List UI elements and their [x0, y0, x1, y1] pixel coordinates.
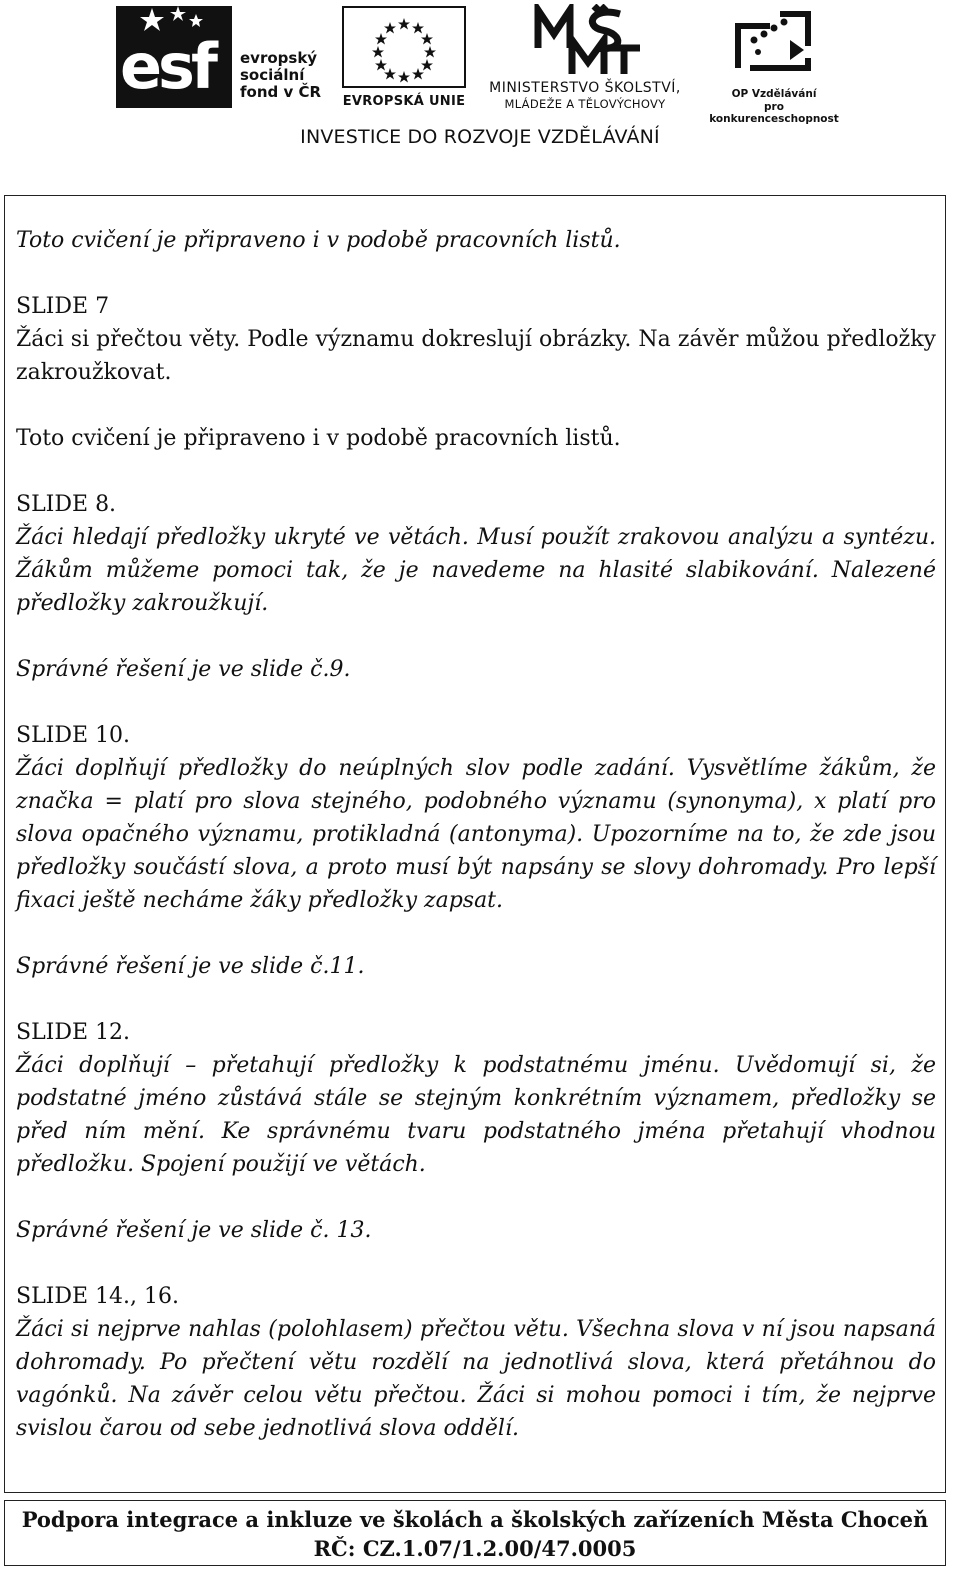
slide-7-text: Žáci si přečtou věty. Podle významu dokreslují obrázky. Na závěr můžou předložky zakroužkovat. [16, 327, 936, 385]
op-logo [704, 6, 844, 125]
msmt-mark-icon [532, 4, 642, 74]
esf-text [240, 50, 321, 101]
slide-12-heading: SLIDE 12. [16, 1020, 131, 1045]
msmt-line-1: MINISTERSTVO ŠKOLSTVÍ, [489, 80, 681, 96]
slide-10-text: Žáci doplňují předložky do neúplných slov podle zadání. Vysvětlíme žákům, že značka = platí pro slova stejného, podobného významu (synonyma), x platí pro slova opačného významu, protikladná (antonyma). Upozorníme na to, že zde jsou předložky součástí slova, a proto musí být napsány se slovy dohromady. Pro lepší fixaci ještě necháme žáky předložky zapsat. [16, 756, 936, 913]
eu-logo [340, 6, 468, 110]
slide-9-solution: Správné řešení je ve slide č.9. [16, 657, 351, 682]
slide-11-solution: Správné řešení je ve slide č.11. [16, 954, 365, 979]
msmt-line-2: MLÁDEŽE A TĚLOVÝCHOVY [504, 97, 666, 111]
slide-7-heading: SLIDE 7 [16, 294, 110, 319]
esf-logo [116, 6, 336, 110]
esf-line-1: evropský [240, 49, 318, 67]
eu-label: EVROPSKÁ UNIE [342, 94, 466, 109]
esf-logo-block [116, 6, 232, 108]
slide-10-heading: SLIDE 10. [16, 723, 131, 748]
op-mark-icon [730, 6, 816, 76]
project-footer [4, 1500, 946, 1566]
slide-14-text: Žáci si nejprve nahlas (polohlasem) přečtou větu. Všechna slova v ní jsou napsaná dohromady. Po přečtení větu rozdělí na jednotlivá slova, která přetáhnou do vagónků. Na závěr celou větu přečtou. Žáci si mohou pomoci i tím, že nejprve svislou čarou od sebe jednotlivá slova oddělí. [16, 1317, 936, 1441]
op-line-1: OP Vzdělávání [731, 88, 817, 100]
footer-registration-number: RČ: CZ.1.07/1.2.00/47.0005 [313, 1536, 637, 1561]
op-line-2: pro konkurenceschopnost [709, 101, 839, 125]
content-frame [4, 195, 946, 1493]
slide-8-heading: SLIDE 8. [16, 492, 117, 517]
investice-slogan: INVESTICE DO ROZVOJE VZDĚLÁVÁNÍ [300, 126, 660, 148]
esf-line-2: sociální [240, 66, 305, 84]
logo-header [0, 0, 960, 190]
slide-8-text: Žáci hledají předložky ukryté ve větách. Musí použít zrakovou analýzu a syntézu. Žákům můžeme pomoci tak, že je navedeme na hlasité slabikování. Nalezené předložky zakroužkují. [16, 525, 936, 616]
msmt-logo [478, 4, 692, 110]
slide-12-text: Žáci doplňují – přetahují předložky k podstatnému jménu. Uvědomují si, že podstatné jméno zůstává stále se stejným konkrétním významem, předložky se před ním mění. Ke správnému tvaru podstatného jména přetahují vhodnou předložku. Spojení použijí ve větách. [16, 1053, 936, 1177]
worksheet-note-2: Toto cvičení je připraveno i v podobě pracovních listů. [16, 426, 621, 451]
worksheet-note-1: Toto cvičení je připraveno i v podobě pracovních listů. [16, 228, 621, 253]
slide-14-heading: SLIDE 14., 16. [16, 1284, 180, 1309]
eu-flag-icon [342, 6, 466, 88]
esf-letters: esf [120, 30, 214, 103]
document-body [16, 224, 936, 1445]
slide-13-solution: Správné řešení je ve slide č. 13. [16, 1218, 372, 1243]
footer-project-name: Podpora integrace a inkluze ve školách a školských zařízeních Města Choceň [21, 1507, 929, 1532]
esf-line-3: fond v ČR [240, 83, 322, 101]
